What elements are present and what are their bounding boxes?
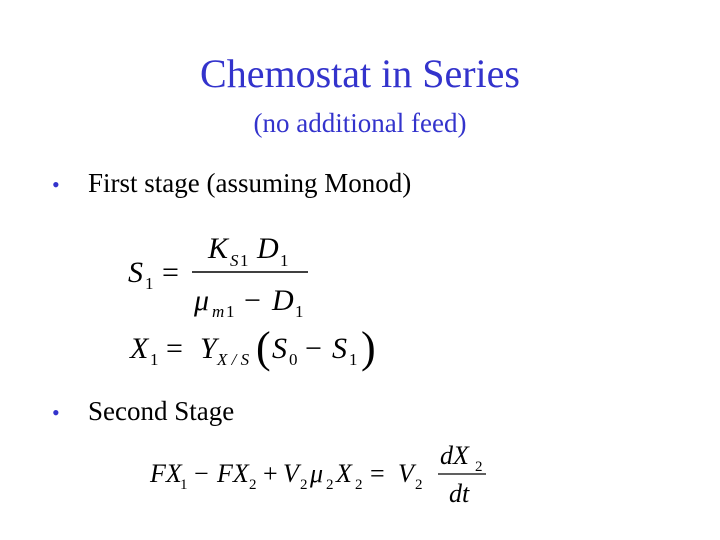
svg-text:2: 2 [326,477,334,493]
svg-text:V: V [283,459,299,488]
svg-text:): ) [361,323,376,372]
svg-text:X: X [130,332,149,365]
svg-text:0: 0 [289,350,298,369]
svg-text:S: S [128,256,143,289]
svg-text:dt: dt [449,479,470,508]
svg-text:D: D [272,284,294,317]
svg-text:1: 1 [280,251,289,270]
svg-text:1: 1 [180,477,188,493]
svg-text:1: 1 [145,274,154,293]
svg-text:=: = [166,332,183,365]
svg-text:S: S [272,332,287,365]
bullet-second-stage [52,394,234,430]
bullet-marker: • [52,400,60,425]
svg-text:1: 1 [150,350,159,369]
equation-stage2-balance [150,440,500,510]
svg-text:X / S: X / S [217,350,250,369]
svg-text:−: − [305,332,322,365]
svg-text:=: = [162,256,179,289]
svg-text:1: 1 [295,302,304,321]
svg-text:FX: FX [150,459,182,488]
svg-text:=: = [370,459,385,488]
svg-text:D: D [257,232,279,265]
svg-text:S: S [230,251,239,270]
svg-text:m: m [212,302,225,321]
svg-text:1: 1 [349,350,358,369]
svg-text:+: + [263,459,278,488]
equation-monod-s1 [126,226,326,322]
svg-text:Y: Y [200,332,217,365]
slide-subtitle: (no additional feed) [253,108,467,138]
svg-text:1: 1 [240,251,249,270]
svg-text:X: X [336,459,352,488]
bullet-text: Second Stage [88,396,235,426]
svg-text:S: S [332,332,347,365]
svg-text:μ: μ [194,284,210,317]
svg-text:2: 2 [355,477,363,493]
svg-text:FX: FX [217,459,249,488]
svg-text:−: − [244,284,261,317]
svg-text:1: 1 [226,302,235,321]
svg-text:dX: dX [440,441,469,470]
svg-text:2: 2 [300,477,308,493]
svg-text:V: V [398,459,414,488]
equation-biomass-x1 [130,322,380,372]
svg-text:2: 2 [249,477,257,493]
slide-title: Chemostat in Series [200,51,520,96]
svg-text:μ: μ [310,459,324,488]
bullet-marker: • [52,172,60,197]
svg-text:−: − [194,459,209,488]
bullet-text: First stage (assuming Monod) [88,168,412,198]
svg-text:2: 2 [475,459,483,475]
svg-text:(: ( [256,323,271,372]
svg-text:2: 2 [415,477,423,493]
svg-text:K: K [208,232,229,265]
bullet-first-stage [52,166,411,202]
